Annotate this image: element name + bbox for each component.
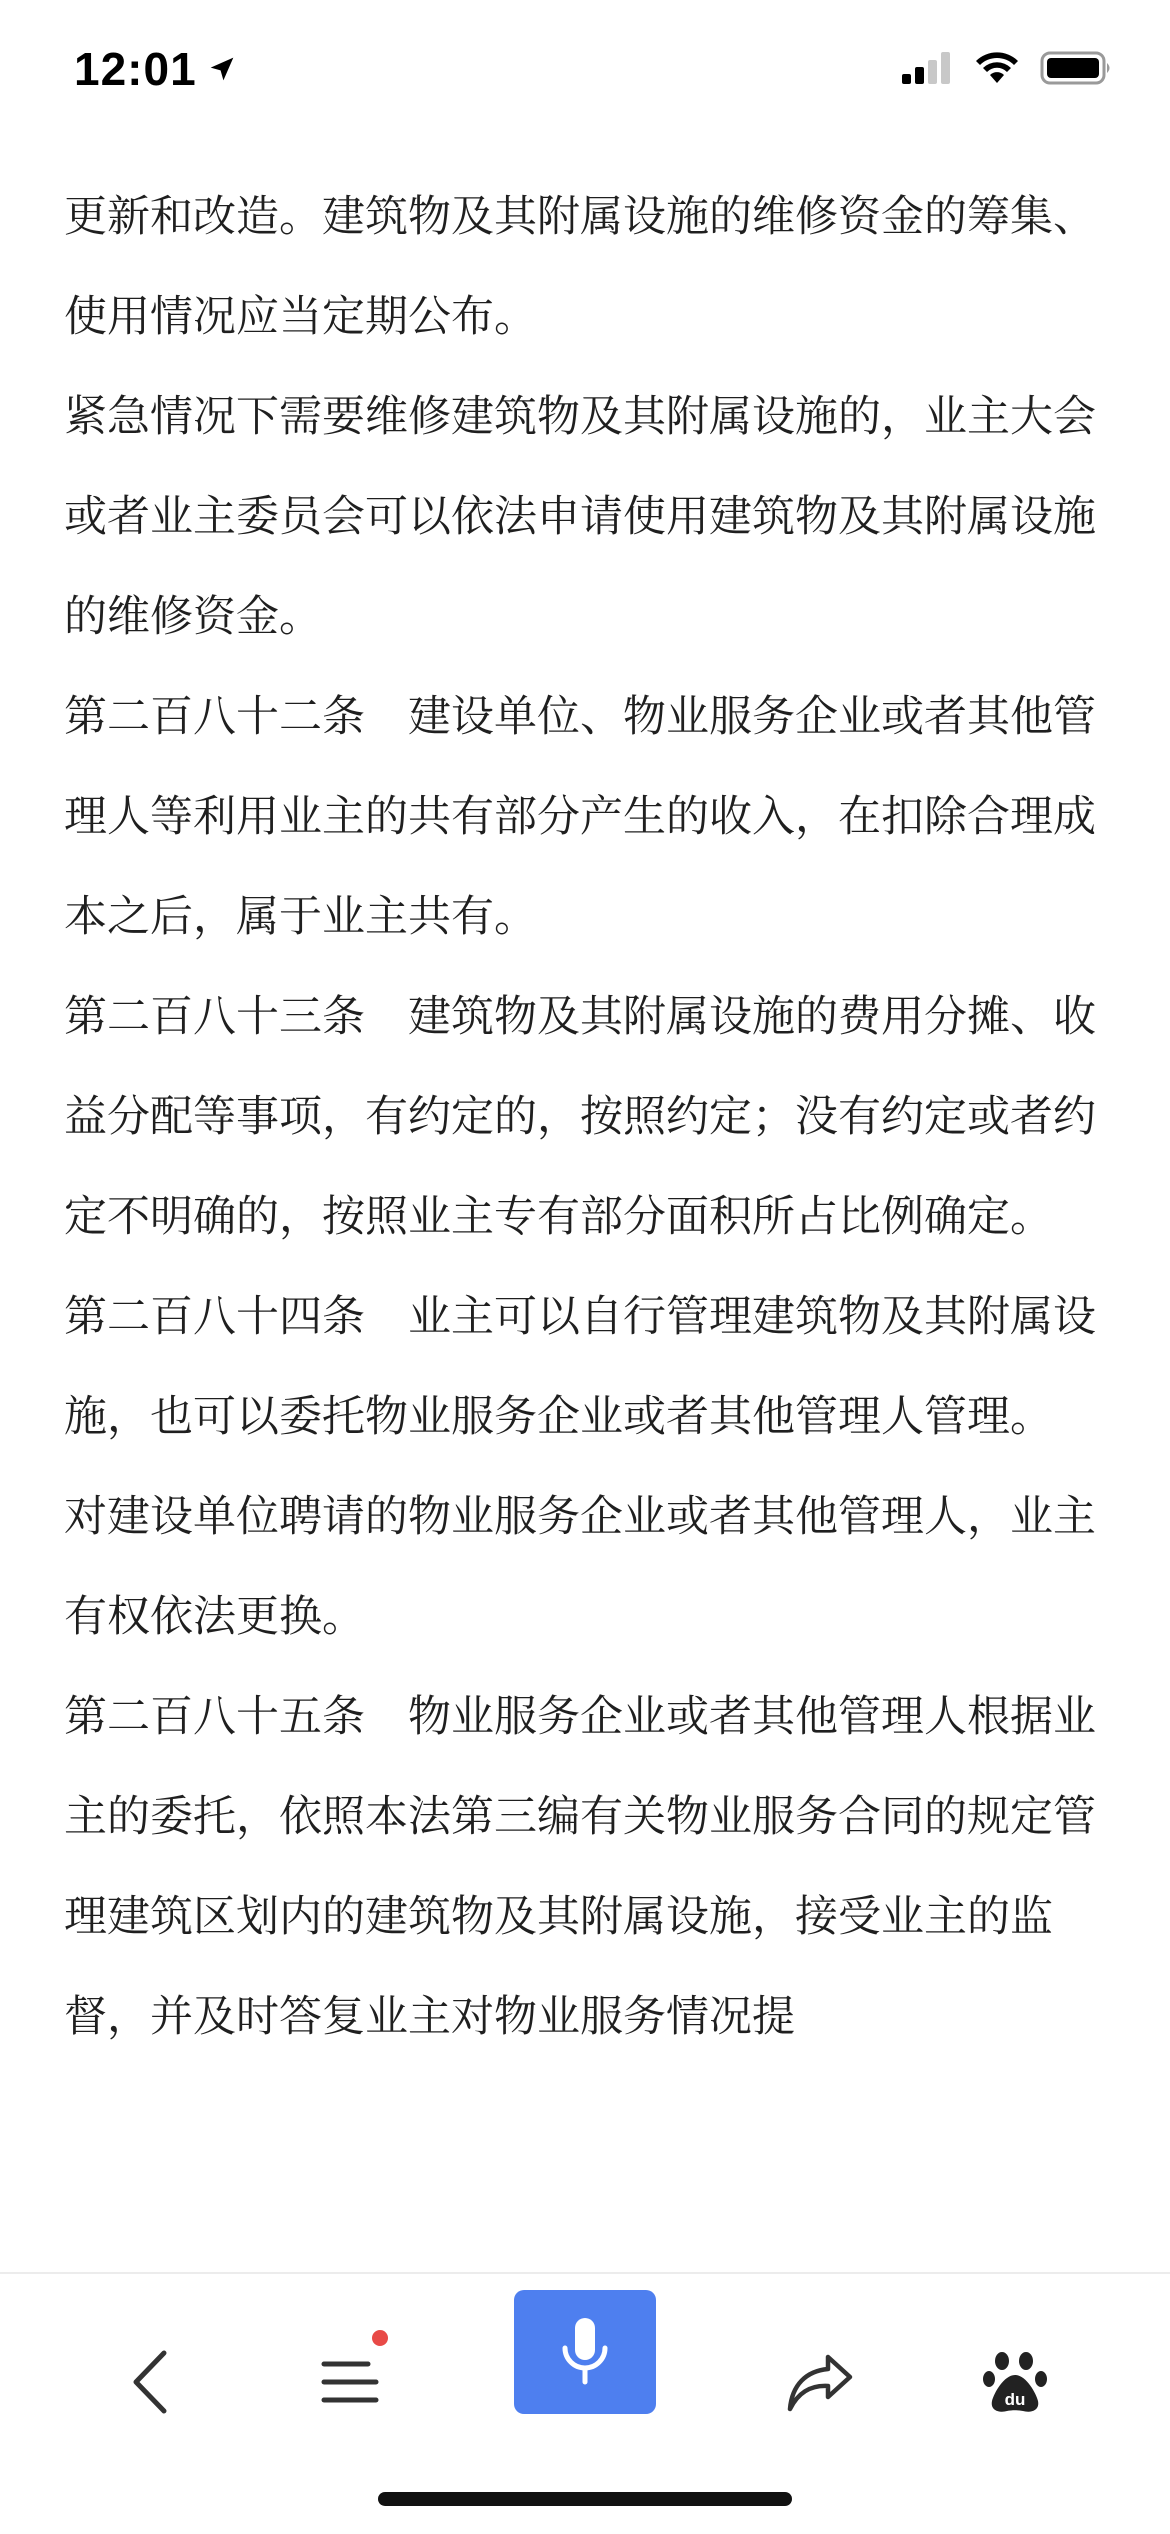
notification-badge	[372, 2330, 388, 2346]
home-indicator[interactable]	[378, 2492, 792, 2506]
menu-icon	[318, 2352, 382, 2412]
wifi-icon	[974, 50, 1020, 86]
article-paragraph: 紧急情况下需要维修建筑物及其附属设施的，业主大会或者业主委员会可以依法申请使用建筑物及其附属设施的维修资金。	[64, 392, 1096, 642]
article-paragraph: 第二百八十五条 物业服务企业或者其他管理人根据业主的委托，依照本法第三编有关物业服务合同的规定管理建筑区划内的建筑物及其附属设施，接受业主的监督，并及时答复业主对物业服务情况提	[64, 1692, 1096, 2042]
back-button[interactable]	[90, 2322, 210, 2442]
microphone-icon	[557, 2314, 613, 2390]
location-arrow-icon	[205, 52, 239, 86]
share-icon	[784, 2349, 856, 2415]
back-icon	[126, 2347, 174, 2417]
article-content	[0, 150, 1170, 2270]
status-indicators	[900, 50, 1114, 86]
status-bar	[0, 0, 1170, 150]
article-paragraph: 对建设单位聘请的物业服务企业或者其他管理人，业主有权依法更换。	[64, 1492, 1096, 1642]
baidu-paw-icon	[982, 2349, 1048, 2415]
svg-text:du: du	[1004, 2390, 1026, 2409]
voice-search-button[interactable]	[514, 2290, 656, 2414]
article-paragraph: 第二百八十四条 业主可以自行管理建筑物及其附属设施，也可以委托物业服务企业或者其他管理人管理。	[64, 1292, 1096, 1442]
status-time	[74, 42, 239, 96]
menu-button[interactable]	[290, 2322, 410, 2442]
cellular-signal-icon	[900, 50, 954, 86]
status-time-text: 12:01	[74, 43, 197, 95]
share-button[interactable]	[760, 2322, 880, 2442]
battery-icon	[1040, 50, 1114, 86]
article-paragraph: 第二百八十三条 建筑物及其附属设施的费用分摊、收益分配等事项，有约定的，按照约定；没有约定或者约定不明确的，按照业主专有部分面积所占比例确定。	[64, 992, 1096, 1242]
baidu-button[interactable]	[955, 2322, 1075, 2442]
bottom-toolbar	[0, 2272, 1170, 2534]
article-paragraph: 第二百八十二条 建设单位、物业服务企业或者其他管理人等利用业主的共有部分产生的收入，在扣除合理成本之后，属于业主共有。	[64, 692, 1096, 942]
article-paragraph: 更新和改造。建筑物及其附属设施的维修资金的筹集、使用情况应当定期公布。	[64, 192, 1096, 342]
